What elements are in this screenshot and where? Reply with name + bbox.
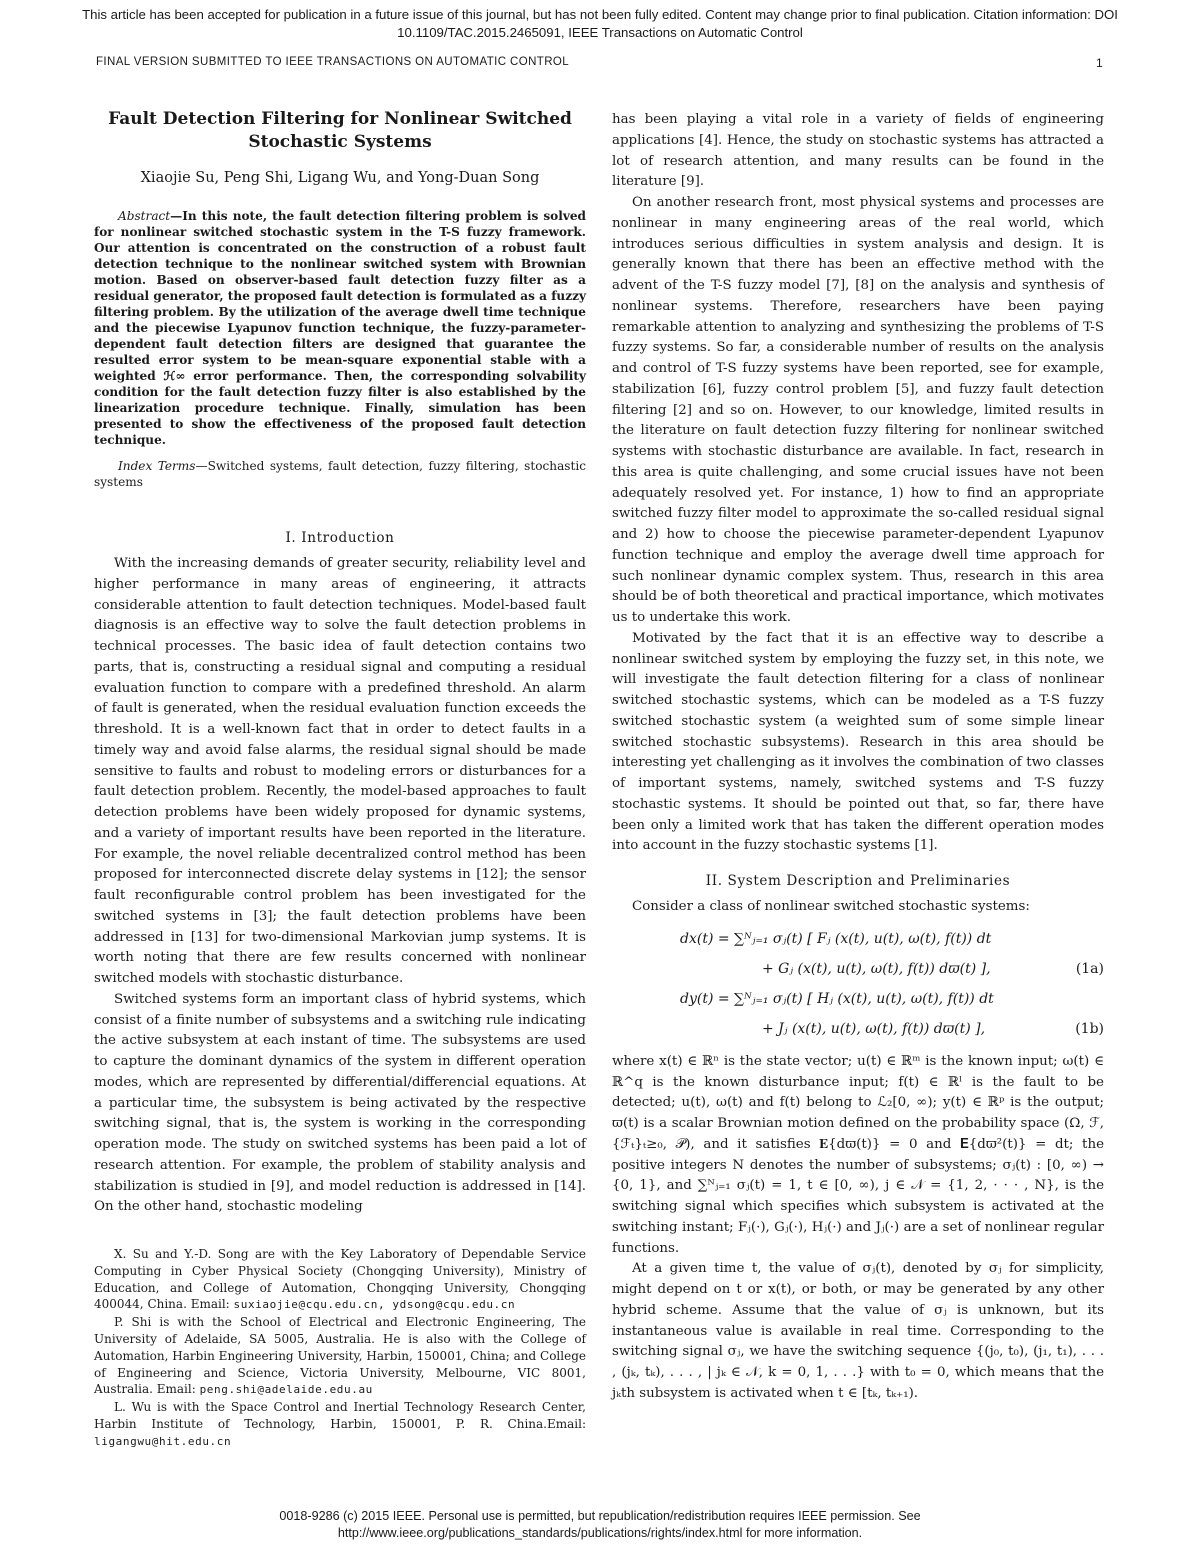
notice-line-1: This article has been accepted for publication in a future issue of this journal, but has not been fully edited. Content may change prior to final publication. Citation information: DOI [82, 7, 1118, 22]
intro-paragraph-2: Switched systems form an important class of hybrid systems, which consist of a finite number of subsystems and a switching rule indicating the active subsystem at each instant of time. The subsystems are used to capture the dominant dynamics of the system in different operation modes, which are represented by differential/differencial equations. At a particular time, the subsystem is being activated by the respective switching signal, that is, the system is working in the corresponding operation mode. The study on switched systems has been paid a lot of research attention. For example, the problem of stability analysis and stabilization is studied in [9], and model reduction is addressed in [14]. On the other hand, stochastic modeling [94, 991, 586, 1215]
equation-1b-tag: (1b) [1075, 1020, 1104, 1037]
abstract [94, 208, 586, 448]
footnote-su-song [94, 1246, 586, 1314]
intro-paragraph-5: Motivated by the fact that it is an effective way to describe a nonlinear switched system by employing the fuzzy set, in this note, we will investigate the fault detection filtering for a class of nonlinear switched stochastic systems, which can be modeled as a T-S fuzzy switched stochastic system (a weighted sum of some simple linear switched stochastic subsystems). Research in this area should be interesting yet challenging as it involves the combination of two classes of important systems, namely, switched systems and T-S fuzzy stochastic systems. It should be pointed out that, so far, there have been only a limited work that has taken the different operation modes into account in the fuzzy stochastic systems [1]. [612, 630, 1104, 854]
publication-notice [0, 6, 1200, 42]
running-head: FINAL VERSION SUBMITTED TO IEEE TRANSACTIONS ON AUTOMATIC CONTROL [96, 56, 570, 68]
footnote-shi [94, 1314, 586, 1399]
left-column [94, 108, 586, 1218]
abstract-label: Abstract [118, 209, 171, 223]
section-heading-introduction: I. Introduction [285, 530, 395, 546]
index-terms-label: Index Terms [118, 459, 196, 473]
page-number: 1 [1096, 56, 1103, 70]
right-column [612, 110, 1104, 1405]
equation-1b-line-1: dy(t) = ∑ᴺⱼ₌₁ σⱼ(t) [ Hⱼ (x(t), u(t), ω(t), f(t)) dt [680, 990, 994, 1007]
footnote-shi-text: P. Shi is with the School of Electrical and Electronic Engineering, The University of Adelaide, SA 5005, Australia. He is also with the College of Automation, Harbin Engineering University, Harbin, 150001, China; and College of Engineering and Science, Victoria University, Melbourne, VIC 8001, Australia. Email: [94, 1315, 586, 1397]
section-heading-system-description: II. System Description and Preliminaries [705, 873, 1011, 889]
variable-definitions-paragraph: where x(t) ∈ ℝⁿ is the state vector; u(t) ∈ ℝᵐ is the known input; ω(t) ∈ ℝ^q is the known disturbance input; f(t) ∈ ℝˡ is the fault to be detected; u(t), ω(t) and f(t) belong to ℒ₂[0, ∞); y(t) ∈ ℝᵖ is the output; ϖ(t) is a scalar Brownian motion defined on the probability space (Ω, ℱ, {ℱₜ}ₜ≥₀, 𝒫), and it satisfies 𝐄{dϖ(t)} = 0 and 𝐄{dϖ²(t)} = dt; the positive integers N denotes the number of subsystems; σⱼ(t) : [0, ∞) → {0, 1}, and ∑ᴺⱼ₌₁ σⱼ(t) = 1, t ∈ [0, ∞), j ∈ 𝒩 = {1, 2, · · · , N}, is the switching signal which specifies which subsystem is activated at the switching instant; Fⱼ(·), Gⱼ(·), Hⱼ(·) and Jⱼ(·) are a set of nonlinear regular functions. [612, 1053, 1104, 1256]
footnote-wu-email: ligangwu@hit.edu.cn [94, 1434, 232, 1448]
footer-line-2: http://www.ieee.org/publications_standards/publications/rights/index.html for more information. [337, 1526, 863, 1540]
copyright-footer [0, 1508, 1200, 1542]
footer-line-1: 0018-9286 (c) 2015 IEEE. Personal use is permitted, but republication/redistribution requires IEEE permission. See [279, 1509, 921, 1523]
footnote-su-song-email: suxiaojie@cqu.edu.cn, ydsong@cqu.edu.cn [233, 1298, 516, 1312]
footnote-wu-text: L. Wu is with the Space Control and Inertial Technology Research Center, Harbin Institute of Technology, Harbin, 150001, P. R. China.Email: [94, 1400, 586, 1431]
footnote-wu [94, 1399, 586, 1450]
footnote-su-song-text: X. Su and Y.-D. Song are with the Key Laboratory of Dependable Service Computing in Cyber Physical Society (Chongqing University), Ministry of Education, and College of Automation, Chongqing University, Chongqing 400044, China. Email: [94, 1247, 586, 1312]
author-footnotes [94, 1246, 586, 1451]
equation-1b-line-2: + Jⱼ (x(t), u(t), ω(t), f(t)) dϖ(t) ], (1b) [612, 1014, 1104, 1044]
switching-signal-paragraph: At a given time t, the value of σⱼ(t), denoted by σⱼ for simplicity, might depend on t or x(t), or both, or may be generated by any other hybrid scheme. Assume that the value of σⱼ is unknown, but its instantaneous value is available in real time. Corresponding to the switching signal σⱼ, we have the switching sequence {(j₀, t₀), (j₁, t₁), . . . , (jₖ, tₖ), . . . , | jₖ ∈ 𝒩, k = 0, 1, . . .} with t₀ = 0, which means that the jₖth subsystem is activated when t ∈ [tₖ, tₖ₊₁). [612, 1261, 1104, 1401]
index-terms [94, 458, 586, 490]
paper-title [94, 108, 586, 154]
title-line-2: Stochastic Systems [248, 132, 432, 152]
intro-paragraph-3: has been playing a vital role in a variety of fields of engineering applications [4]. Hence, the study on stochastic systems has attracted a lot of research attention, and many results can be found in the literature [9]. [612, 112, 1104, 190]
index-terms-text: —Switched systems, fault detection, fuzzy filtering, stochastic systems [94, 459, 586, 489]
notice-line-2: 10.1109/TAC.2015.2465091, IEEE Transactions on Automatic Control [397, 25, 803, 40]
equation-1a-line-1: dx(t) = ∑ᴺⱼ₌₁ σⱼ(t) [ Fⱼ (x(t), u(t), ω(t), f(t)) dt [680, 930, 992, 947]
footnote-shi-email: peng.shi@adelaide.edu.au [199, 1383, 373, 1397]
title-line-1: Fault Detection Filtering for Nonlinear Switched [108, 109, 572, 129]
equation-1a-line-2: + Gⱼ (x(t), u(t), ω(t), f(t)) dϖ(t) ], (1a) [612, 954, 1104, 984]
equation-1a-tag: (1a) [1075, 960, 1104, 977]
author-list: Xiaojie Su, Peng Shi, Ligang Wu, and Yong-Duan Song [140, 170, 540, 186]
abstract-text: —In this note, the fault detection filtering problem is solved for nonlinear switched stochastic system in the T-S fuzzy framework. Our attention is concentrated on the construction of a robust fault detection technique to the nonlinear switched system with Brownian motion. Based on observer-based fault detection fuzzy filter as a residual generator, the proposed fault detection is formulated as a fuzzy filtering problem. By the utilization of the average dwell time technique and the piecewise Lyapunov function technique, the fuzzy-parameter-dependent fault detection filters are designed that guarantee the resulted error system to be mean-square exponential stable with a weighted ℋ∞ error performance. Then, the corresponding solvability condition for the fault detection fuzzy filter is also established by the linearization procedure technique. Finally, simulation has been presented to show the effectiveness of the proposed fault detection technique. [94, 209, 586, 447]
equation-block [612, 924, 1104, 1044]
intro-paragraph-4: On another research front, most physical systems and processes are nonlinear in many engineering areas of the real world, which introduces serious difficulties in system analysis and design. It is generally known that there has been an effective method with the advent of the T-S fuzzy model [7], [8] on the analysis and synthesis of nonlinear systems. Therefore, researchers have been paying remarkable attention to analyzing and synthesizing the problems of T-S fuzzy systems. So far, a considerable number of results on the analysis and control of T-S fuzzy systems have been reported, see for example, stabilization [6], fuzzy control problem [5], and fuzzy fault detection filtering [2] and so on. However, to our knowledge, limited results in the literature on fault detection fuzzy filtering for nonlinear switched systems with stochastic disturbance are available. In fact, research in this area is quite challenging, and some crucial issues have not been adequately resolved yet. For instance, 1) how to find an appropriate switched fuzzy filter model to approximate the so-called residual signal and 2) how to choose the piecewise parameter-dependent Lyapunov function technique and employ the average dwell time approach for such nonlinear dynamic complex system. Thus, research in this area should be of both theoretical and practical importance, which motivates us to undertake this work. [612, 195, 1104, 625]
system-intro-sentence: Consider a class of nonlinear switched stochastic systems: [632, 899, 1030, 914]
intro-paragraph-1: With the increasing demands of greater security, reliability level and higher performance in many areas of engineering, it attracts considerable attention to fault detection techniques. Model-based fault diagnosis is an effective way to solve the fault detection problems in technical processes. The basic idea of fault detection contains two parts, that is, constructing a residual signal and computing a residual evaluation function to compare with a predefined threshold. An alarm of fault is generated, when the residual evaluation function exceeds the threshold. It is a well-known fact that in order to detect faults in a timely way and avoid false alarms, the residual signal should be made sensitive to faults and robust to modeling errors or disturbances for a fault detection problem. Recently, the model-based approaches to fault detection problems have been widely proposed for dynamic systems, and a variety of important results have been reported in the literature. For example, the novel reliable decentralized control method has been proposed for interconnected discrete delay systems in [12]; the sensor fault reconfigurable control problem has been investigated for the switched systems in [3]; the fault detection problems have been addressed in [13] for two-dimensional Markovian jump systems. It is worth noting that there are few results concerned with nonlinear switched models with stochastic disturbance. [94, 556, 586, 986]
